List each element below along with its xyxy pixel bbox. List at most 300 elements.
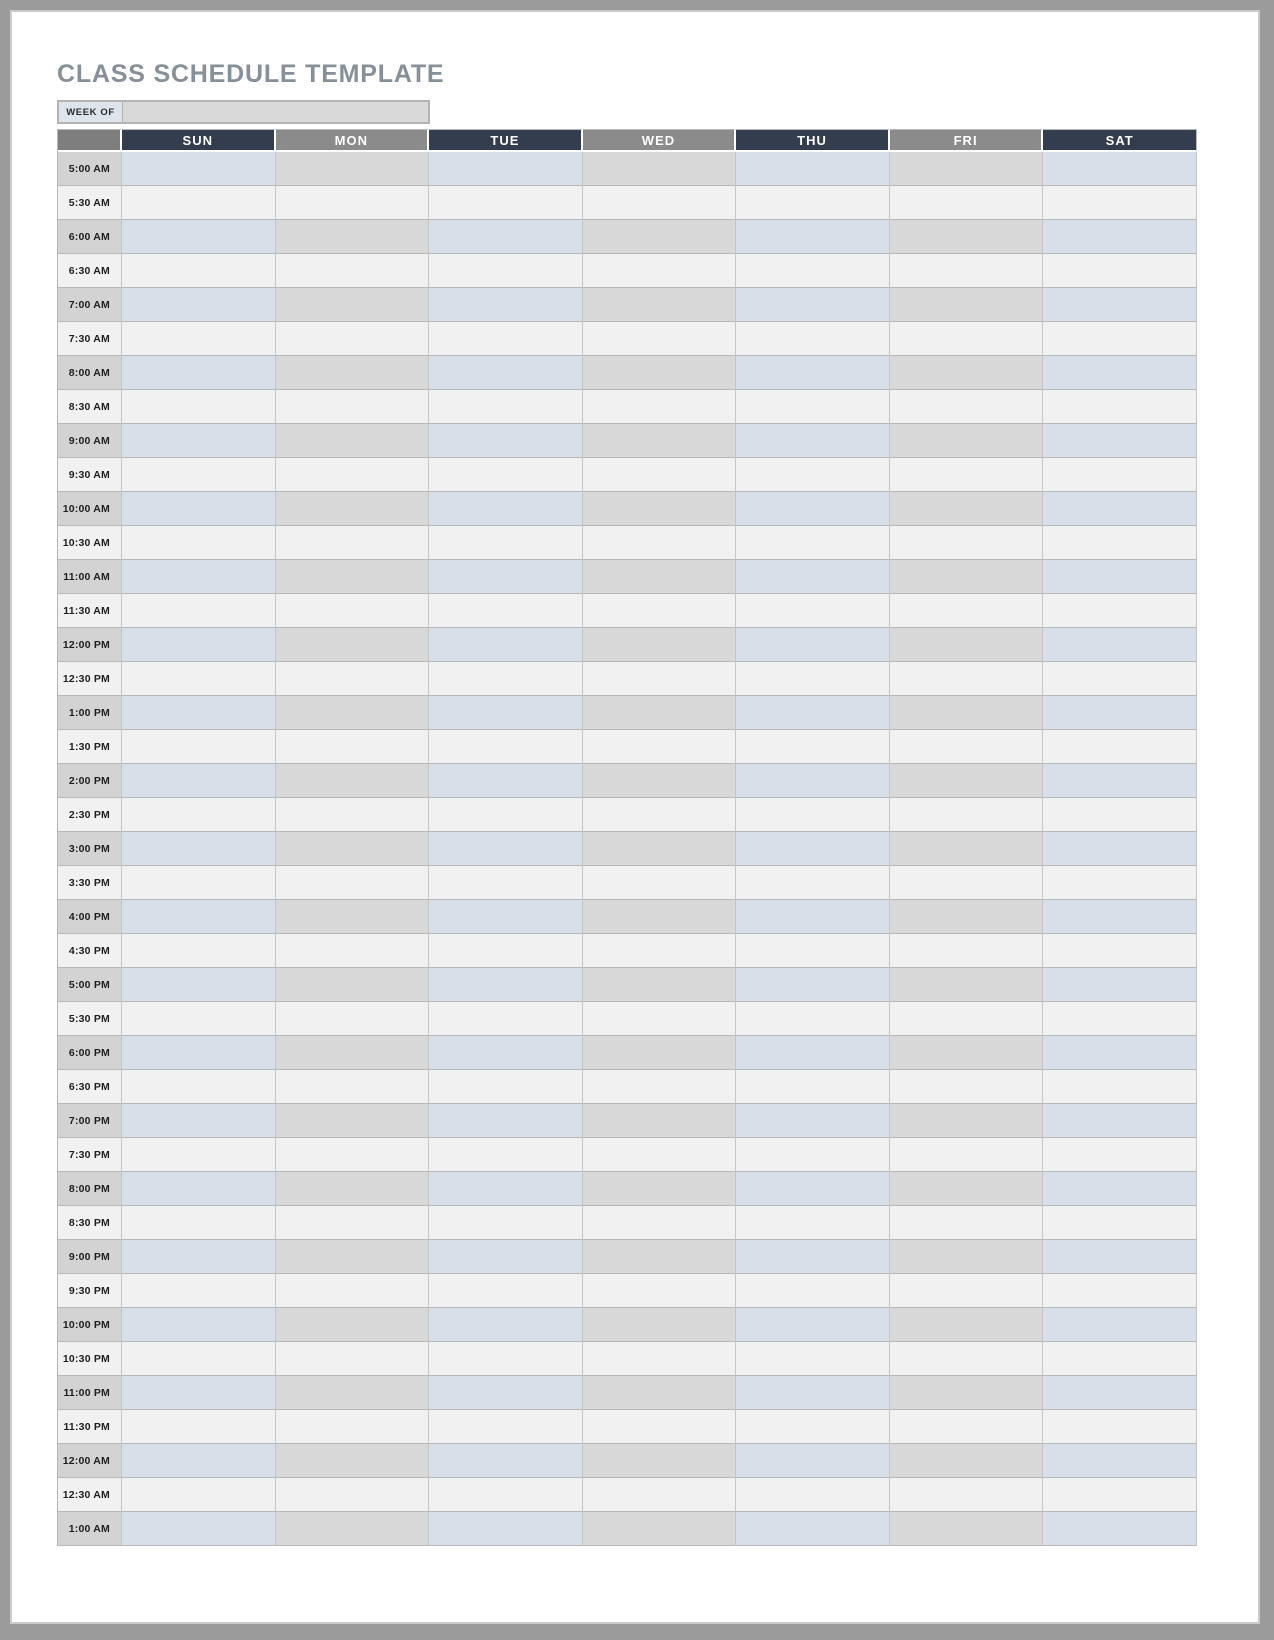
schedule-header-row — [58, 129, 1197, 152]
schedule-cell[interactable] — [1043, 1104, 1197, 1138]
schedule-cell[interactable] — [429, 934, 583, 968]
time-label: 9:00 AM — [58, 424, 122, 458]
schedule-cell[interactable] — [583, 934, 737, 968]
schedule-cell[interactable] — [736, 594, 890, 628]
schedule-cell[interactable] — [583, 628, 737, 662]
schedule-cell[interactable] — [736, 322, 890, 356]
schedule-cell[interactable] — [583, 1478, 737, 1512]
schedule-cell[interactable] — [890, 1376, 1044, 1410]
schedule-cell[interactable] — [122, 764, 276, 798]
schedule-cell[interactable] — [429, 1138, 583, 1172]
schedule-cell[interactable] — [429, 662, 583, 696]
schedule-cell[interactable] — [583, 1036, 737, 1070]
schedule-cell[interactable] — [122, 1206, 276, 1240]
schedule-cell[interactable] — [1043, 1002, 1197, 1036]
schedule-cell[interactable] — [276, 322, 430, 356]
schedule-cell[interactable] — [429, 832, 583, 866]
schedule-cell[interactable] — [890, 1274, 1044, 1308]
schedule-cell[interactable] — [122, 1376, 276, 1410]
schedule-cell[interactable] — [890, 288, 1044, 322]
schedule-cell[interactable] — [429, 390, 583, 424]
schedule-cell[interactable] — [429, 458, 583, 492]
schedule-cell[interactable] — [122, 424, 276, 458]
schedule-cell[interactable] — [890, 594, 1044, 628]
schedule-cell[interactable] — [736, 560, 890, 594]
schedule-cell[interactable] — [736, 526, 890, 560]
time-label: 8:30 PM — [58, 1206, 122, 1240]
schedule-cell[interactable] — [890, 1104, 1044, 1138]
schedule-cell[interactable] — [1043, 1274, 1197, 1308]
schedule-cell[interactable] — [276, 798, 430, 832]
schedule-cell[interactable] — [890, 628, 1044, 662]
schedule-cell[interactable] — [122, 1002, 276, 1036]
schedule-cell[interactable] — [736, 662, 890, 696]
schedule-cell[interactable] — [890, 1478, 1044, 1512]
schedule-cell[interactable] — [583, 832, 737, 866]
schedule-cell[interactable] — [583, 1274, 737, 1308]
schedule-cell[interactable] — [276, 1002, 430, 1036]
schedule-cell[interactable] — [890, 900, 1044, 934]
schedule-cell[interactable] — [122, 594, 276, 628]
schedule-cell[interactable] — [890, 1070, 1044, 1104]
schedule-cell[interactable] — [736, 220, 890, 254]
schedule-cell[interactable] — [122, 288, 276, 322]
schedule-cell[interactable] — [583, 594, 737, 628]
schedule-cell[interactable] — [276, 866, 430, 900]
schedule-cell[interactable] — [429, 900, 583, 934]
schedule-cell[interactable] — [122, 1274, 276, 1308]
schedule-cell[interactable] — [890, 390, 1044, 424]
schedule-cell[interactable] — [122, 628, 276, 662]
schedule-cell[interactable] — [1043, 152, 1197, 186]
schedule-cell[interactable] — [583, 322, 737, 356]
schedule-cell[interactable] — [122, 866, 276, 900]
schedule-cell[interactable] — [1043, 832, 1197, 866]
schedule-cell[interactable] — [1043, 1478, 1197, 1512]
schedule-cell[interactable] — [1043, 628, 1197, 662]
schedule-cell[interactable] — [122, 322, 276, 356]
schedule-cell[interactable] — [122, 1342, 276, 1376]
schedule-cell[interactable] — [1043, 1308, 1197, 1342]
schedule-cell[interactable] — [122, 356, 276, 390]
schedule-cell[interactable] — [276, 1376, 430, 1410]
schedule-cell[interactable] — [276, 900, 430, 934]
schedule-cell[interactable] — [276, 1410, 430, 1444]
schedule-cell[interactable] — [736, 832, 890, 866]
schedule-cell[interactable] — [122, 900, 276, 934]
schedule-cell[interactable] — [429, 866, 583, 900]
schedule-cell[interactable] — [429, 594, 583, 628]
schedule-cell[interactable] — [429, 560, 583, 594]
schedule-cell[interactable] — [429, 1206, 583, 1240]
schedule-cell[interactable] — [1043, 560, 1197, 594]
schedule-cell[interactable] — [276, 458, 430, 492]
schedule-cell[interactable] — [890, 1342, 1044, 1376]
schedule-cell[interactable] — [122, 1478, 276, 1512]
schedule-cell[interactable] — [890, 526, 1044, 560]
time-label: 5:00 AM — [58, 152, 122, 186]
schedule-cell[interactable] — [890, 1410, 1044, 1444]
schedule-cell[interactable] — [1043, 696, 1197, 730]
schedule-cell[interactable] — [736, 152, 890, 186]
schedule-cell[interactable] — [736, 356, 890, 390]
schedule-cell[interactable] — [890, 1512, 1044, 1546]
schedule-row — [58, 1444, 1197, 1478]
schedule-cell[interactable] — [583, 1138, 737, 1172]
schedule-cell[interactable] — [429, 1240, 583, 1274]
schedule-cell[interactable] — [1043, 1172, 1197, 1206]
schedule-cell[interactable] — [583, 526, 737, 560]
schedule-cell[interactable] — [429, 1308, 583, 1342]
schedule-cell[interactable] — [122, 730, 276, 764]
schedule-row — [58, 866, 1197, 900]
schedule-cell[interactable] — [890, 866, 1044, 900]
schedule-cell[interactable] — [122, 1410, 276, 1444]
schedule-cell[interactable] — [1043, 492, 1197, 526]
schedule-cell[interactable] — [429, 1512, 583, 1546]
schedule-cell[interactable] — [736, 1444, 890, 1478]
schedule-cell[interactable] — [429, 730, 583, 764]
schedule-cell[interactable] — [890, 560, 1044, 594]
schedule-cell[interactable] — [583, 254, 737, 288]
schedule-cell[interactable] — [736, 1036, 890, 1070]
schedule-cell[interactable] — [276, 1036, 430, 1070]
schedule-cell[interactable] — [1043, 764, 1197, 798]
schedule-cell[interactable] — [736, 1206, 890, 1240]
schedule-cell[interactable] — [890, 1240, 1044, 1274]
schedule-cell[interactable] — [276, 934, 430, 968]
schedule-cell[interactable] — [736, 390, 890, 424]
schedule-cell[interactable] — [1043, 322, 1197, 356]
schedule-cell[interactable] — [890, 152, 1044, 186]
schedule-cell[interactable] — [122, 492, 276, 526]
schedule-cell[interactable] — [583, 1410, 737, 1444]
schedule-cell[interactable] — [736, 1240, 890, 1274]
schedule-cell[interactable] — [890, 1308, 1044, 1342]
schedule-cell[interactable] — [429, 1376, 583, 1410]
schedule-cell[interactable] — [276, 220, 430, 254]
schedule-cell[interactable] — [736, 1478, 890, 1512]
schedule-cell[interactable] — [1043, 1070, 1197, 1104]
schedule-cell[interactable] — [429, 968, 583, 1002]
schedule-row — [58, 594, 1197, 628]
schedule-cell[interactable] — [429, 1444, 583, 1478]
schedule-cell[interactable] — [276, 1444, 430, 1478]
schedule-cell[interactable] — [429, 1070, 583, 1104]
schedule-cell[interactable] — [276, 1104, 430, 1138]
schedule-cell[interactable] — [276, 730, 430, 764]
schedule-cell[interactable] — [736, 764, 890, 798]
page — [10, 10, 1260, 1624]
schedule-cell[interactable] — [890, 458, 1044, 492]
schedule-cell[interactable] — [1043, 1512, 1197, 1546]
schedule-cell[interactable] — [890, 322, 1044, 356]
schedule-cell[interactable] — [429, 1104, 583, 1138]
schedule-cell[interactable] — [583, 288, 737, 322]
schedule-cell[interactable] — [1043, 1138, 1197, 1172]
schedule-cell[interactable] — [583, 968, 737, 1002]
schedule-cell[interactable] — [429, 1410, 583, 1444]
schedule-cell[interactable] — [1043, 1036, 1197, 1070]
schedule-cell[interactable] — [583, 560, 737, 594]
schedule-cell[interactable] — [890, 1206, 1044, 1240]
schedule-cell[interactable] — [583, 1308, 737, 1342]
schedule-cell[interactable] — [276, 1138, 430, 1172]
schedule-cell[interactable] — [276, 1512, 430, 1546]
schedule-cell[interactable] — [429, 424, 583, 458]
schedule-cell[interactable] — [122, 526, 276, 560]
schedule-cell[interactable] — [1043, 730, 1197, 764]
schedule-cell[interactable] — [429, 526, 583, 560]
schedule-cell[interactable] — [583, 1172, 737, 1206]
schedule-cell[interactable] — [583, 730, 737, 764]
schedule-cell[interactable] — [583, 1512, 737, 1546]
schedule-cell[interactable] — [1043, 424, 1197, 458]
schedule-cell[interactable] — [1043, 900, 1197, 934]
time-label: 2:00 PM — [58, 764, 122, 798]
schedule-cell[interactable] — [583, 1002, 737, 1036]
schedule-cell[interactable] — [583, 866, 737, 900]
schedule-cell[interactable] — [583, 764, 737, 798]
schedule-cell[interactable] — [736, 730, 890, 764]
schedule-cell[interactable] — [276, 560, 430, 594]
schedule-cell[interactable] — [583, 356, 737, 390]
schedule-cell[interactable] — [276, 288, 430, 322]
schedule-cell[interactable] — [122, 1512, 276, 1546]
schedule-row — [58, 1410, 1197, 1444]
schedule-cell[interactable] — [583, 696, 737, 730]
schedule-cell[interactable] — [583, 900, 737, 934]
schedule-cell[interactable] — [583, 1240, 737, 1274]
schedule-cell[interactable] — [429, 628, 583, 662]
schedule-cell[interactable] — [122, 390, 276, 424]
schedule-cell[interactable] — [1043, 594, 1197, 628]
schedule-cell[interactable] — [276, 764, 430, 798]
schedule-cell[interactable] — [583, 186, 737, 220]
schedule-cell[interactable] — [736, 1376, 890, 1410]
schedule-cell[interactable] — [583, 1104, 737, 1138]
schedule-cell[interactable] — [429, 152, 583, 186]
schedule-cell[interactable] — [122, 1138, 276, 1172]
schedule-cell[interactable] — [429, 322, 583, 356]
schedule-cell[interactable] — [276, 1240, 430, 1274]
schedule-cell[interactable] — [429, 696, 583, 730]
schedule-cell[interactable] — [276, 492, 430, 526]
schedule-cell[interactable] — [429, 492, 583, 526]
schedule-cell[interactable] — [736, 1104, 890, 1138]
schedule-cell[interactable] — [122, 1444, 276, 1478]
schedule-cell[interactable] — [890, 1172, 1044, 1206]
schedule-cell[interactable] — [1043, 866, 1197, 900]
schedule-cell[interactable] — [583, 424, 737, 458]
schedule-cell[interactable] — [122, 1104, 276, 1138]
schedule-cell[interactable] — [429, 254, 583, 288]
schedule-cell[interactable] — [122, 1240, 276, 1274]
schedule-cell[interactable] — [1043, 458, 1197, 492]
schedule-cell[interactable] — [736, 1002, 890, 1036]
schedule-cell[interactable] — [736, 458, 890, 492]
schedule-cell[interactable] — [583, 1376, 737, 1410]
schedule-cell[interactable] — [890, 220, 1044, 254]
schedule-cell[interactable] — [276, 1274, 430, 1308]
schedule-cell[interactable] — [736, 1138, 890, 1172]
schedule-cell[interactable] — [1043, 1444, 1197, 1478]
schedule-cell[interactable] — [276, 254, 430, 288]
schedule-cell[interactable] — [736, 968, 890, 1002]
schedule-cell[interactable] — [890, 1444, 1044, 1478]
schedule-cell[interactable] — [736, 866, 890, 900]
schedule-cell[interactable] — [429, 798, 583, 832]
schedule-cell[interactable] — [122, 662, 276, 696]
schedule-cell[interactable] — [122, 1070, 276, 1104]
schedule-cell[interactable] — [276, 390, 430, 424]
schedule-cell[interactable] — [276, 526, 430, 560]
schedule-cell[interactable] — [1043, 798, 1197, 832]
schedule-cell[interactable] — [583, 458, 737, 492]
schedule-cell[interactable] — [1043, 1342, 1197, 1376]
schedule-cell[interactable] — [583, 1444, 737, 1478]
schedule-cell[interactable] — [1043, 254, 1197, 288]
schedule-cell[interactable] — [583, 662, 737, 696]
time-label: 8:00 AM — [58, 356, 122, 390]
schedule-cell[interactable] — [736, 424, 890, 458]
schedule-cell[interactable] — [276, 594, 430, 628]
schedule-cell[interactable] — [736, 1308, 890, 1342]
schedule-cell[interactable] — [1043, 1376, 1197, 1410]
schedule-cell[interactable] — [276, 1342, 430, 1376]
schedule-cell[interactable] — [890, 1036, 1044, 1070]
schedule-cell[interactable] — [429, 1036, 583, 1070]
schedule-cell[interactable] — [1043, 390, 1197, 424]
schedule-cell[interactable] — [1043, 186, 1197, 220]
schedule-cell[interactable] — [276, 696, 430, 730]
schedule-cell[interactable] — [276, 186, 430, 220]
schedule-cell[interactable] — [890, 968, 1044, 1002]
schedule-cell[interactable] — [429, 1002, 583, 1036]
schedule-cell[interactable] — [890, 730, 1044, 764]
schedule-cell[interactable] — [429, 764, 583, 798]
schedule-cell[interactable] — [122, 798, 276, 832]
schedule-cell[interactable] — [122, 220, 276, 254]
schedule-cell[interactable] — [429, 1478, 583, 1512]
schedule-cell[interactable] — [736, 798, 890, 832]
schedule-cell[interactable] — [736, 288, 890, 322]
schedule-cell[interactable] — [122, 254, 276, 288]
schedule-cell[interactable] — [736, 186, 890, 220]
schedule-cell[interactable] — [890, 254, 1044, 288]
schedule-cell[interactable] — [890, 764, 1044, 798]
schedule-cell[interactable] — [1043, 356, 1197, 390]
schedule-cell[interactable] — [583, 1206, 737, 1240]
corner-cell — [58, 129, 122, 152]
schedule-cell[interactable] — [890, 934, 1044, 968]
schedule-cell[interactable] — [736, 1342, 890, 1376]
schedule-cell[interactable] — [1043, 1206, 1197, 1240]
schedule-cell[interactable] — [736, 1172, 890, 1206]
schedule-cell[interactable] — [276, 968, 430, 1002]
schedule-cell[interactable] — [1043, 1410, 1197, 1444]
schedule-cell[interactable] — [736, 254, 890, 288]
schedule-cell[interactable] — [736, 1274, 890, 1308]
schedule-cell[interactable] — [122, 696, 276, 730]
schedule-cell[interactable] — [1043, 288, 1197, 322]
schedule-cell[interactable] — [276, 832, 430, 866]
schedule-cell[interactable] — [890, 1138, 1044, 1172]
schedule-cell[interactable] — [890, 832, 1044, 866]
schedule-cell[interactable] — [736, 1512, 890, 1546]
schedule-cell[interactable] — [890, 186, 1044, 220]
schedule-cell[interactable] — [890, 356, 1044, 390]
schedule-cell[interactable] — [583, 152, 737, 186]
schedule-cell[interactable] — [736, 628, 890, 662]
schedule-cell[interactable] — [429, 1172, 583, 1206]
schedule-cell[interactable] — [122, 832, 276, 866]
schedule-cell[interactable] — [890, 1002, 1044, 1036]
schedule-cell[interactable] — [276, 628, 430, 662]
schedule-cell[interactable] — [890, 662, 1044, 696]
schedule-cell[interactable] — [1043, 1240, 1197, 1274]
schedule-cell[interactable] — [583, 390, 737, 424]
schedule-cell[interactable] — [736, 696, 890, 730]
schedule-cell[interactable] — [583, 492, 737, 526]
schedule-cell[interactable] — [122, 1308, 276, 1342]
schedule-cell[interactable] — [429, 356, 583, 390]
schedule-cell[interactable] — [429, 1274, 583, 1308]
schedule-cell[interactable] — [122, 968, 276, 1002]
schedule-cell[interactable] — [890, 798, 1044, 832]
schedule-cell[interactable] — [429, 186, 583, 220]
schedule-cell[interactable] — [1043, 934, 1197, 968]
schedule-cell[interactable] — [122, 1036, 276, 1070]
schedule-cell[interactable] — [736, 1410, 890, 1444]
schedule-cell[interactable] — [583, 798, 737, 832]
schedule-cell[interactable] — [736, 934, 890, 968]
schedule-cell[interactable] — [890, 424, 1044, 458]
schedule-cell[interactable] — [276, 1070, 430, 1104]
schedule-cell[interactable] — [736, 492, 890, 526]
schedule-cell[interactable] — [429, 1342, 583, 1376]
schedule-cell[interactable] — [1043, 968, 1197, 1002]
schedule-cell[interactable] — [276, 662, 430, 696]
schedule-cell[interactable] — [122, 186, 276, 220]
schedule-cell[interactable] — [122, 458, 276, 492]
schedule-cell[interactable] — [583, 1342, 737, 1376]
schedule-cell[interactable] — [1043, 526, 1197, 560]
schedule-cell[interactable] — [276, 1172, 430, 1206]
schedule-cell[interactable] — [276, 1478, 430, 1512]
week-of-input[interactable] — [123, 102, 428, 122]
schedule-cell[interactable] — [122, 934, 276, 968]
schedule-cell[interactable] — [429, 220, 583, 254]
schedule-cell[interactable] — [429, 288, 583, 322]
schedule-cell[interactable] — [890, 492, 1044, 526]
schedule-cell[interactable] — [583, 220, 737, 254]
schedule-cell[interactable] — [276, 1206, 430, 1240]
schedule-cell[interactable] — [1043, 662, 1197, 696]
schedule-cell[interactable] — [122, 560, 276, 594]
schedule-cell[interactable] — [122, 1172, 276, 1206]
schedule-cell[interactable] — [736, 1070, 890, 1104]
schedule-cell[interactable] — [122, 152, 276, 186]
schedule-cell[interactable] — [276, 1308, 430, 1342]
schedule-cell[interactable] — [276, 424, 430, 458]
schedule-cell[interactable] — [276, 152, 430, 186]
schedule-cell[interactable] — [276, 356, 430, 390]
schedule-cell[interactable] — [890, 696, 1044, 730]
schedule-cell[interactable] — [583, 1070, 737, 1104]
schedule-cell[interactable] — [1043, 220, 1197, 254]
schedule-cell[interactable] — [736, 900, 890, 934]
